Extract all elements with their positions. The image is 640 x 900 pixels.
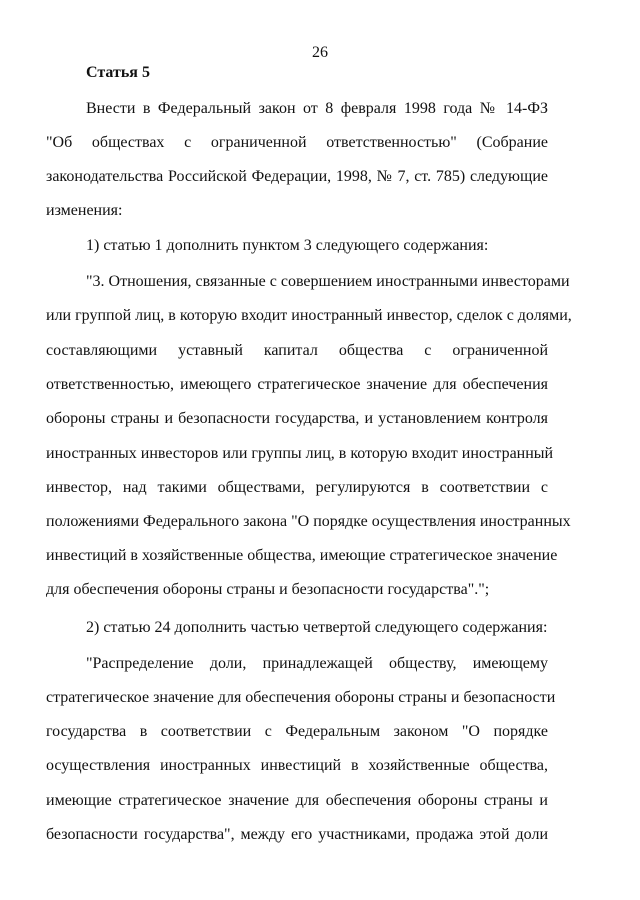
text-line: обороны страны и безопасности государства, и установлением контроля	[46, 410, 548, 427]
text-line: "Об обществах с ограниченной ответственностью" (Собрание	[46, 134, 548, 151]
text-line: Внести в Федеральный закон от 8 февраля 1998 года № 14-ФЗ	[86, 100, 548, 117]
text-line: безопасности государства", между его участниками, продажа этой доли	[46, 826, 548, 843]
text-line: осуществления иностранных инвестиций в хозяйственные общества,	[46, 757, 548, 774]
text-line: 2) статью 24 дополнить частью четвертой следующего содержания:	[86, 619, 548, 636]
text-line: изменения:	[46, 202, 123, 219]
text-line: государства в соответствии с Федеральным законом "О порядке	[46, 723, 548, 740]
text-line: инвестиций в хозяйственные общества, имеющие стратегическое значение	[46, 547, 558, 564]
text-line: "Распределение доли, принадлежащей обществу, имеющему	[86, 655, 548, 672]
text-line: стратегическое значение для обеспечения обороны страны и безопасности	[46, 689, 556, 706]
text-line: или группой лиц, в которую входит иностранный инвестор, сделок с долями,	[46, 307, 572, 324]
text-line: составляющими уставный капитал общества с ограниченной	[46, 342, 548, 359]
text-line: 1) статью 1 дополнить пунктом 3 следующего содержания:	[86, 237, 489, 254]
text-line: инвестор, над такими обществами, регулируются в соответствии с	[46, 479, 548, 496]
text-line: "3. Отношения, связанные с совершением иностранными инвесторами	[86, 273, 570, 290]
text-line: положениями Федерального закона "О порядке осуществления иностранных	[46, 513, 571, 530]
text-line: для обеспечения обороны страны и безопасности государства".";	[46, 581, 490, 598]
article-heading: Статья 5	[86, 64, 150, 81]
page-number: 26	[312, 44, 328, 61]
text-line: иностранных инвесторов или группы лиц, в которую входит иностранный	[46, 445, 554, 462]
text-line: имеющие стратегическое значение для обеспечения обороны страны и	[46, 792, 548, 809]
text-line: законодательства Российской Федерации, 1998, № 7, ст. 785) следующие	[46, 168, 548, 185]
text-line: ответственностью, имеющего стратегическое значение для обеспечения	[46, 376, 548, 393]
